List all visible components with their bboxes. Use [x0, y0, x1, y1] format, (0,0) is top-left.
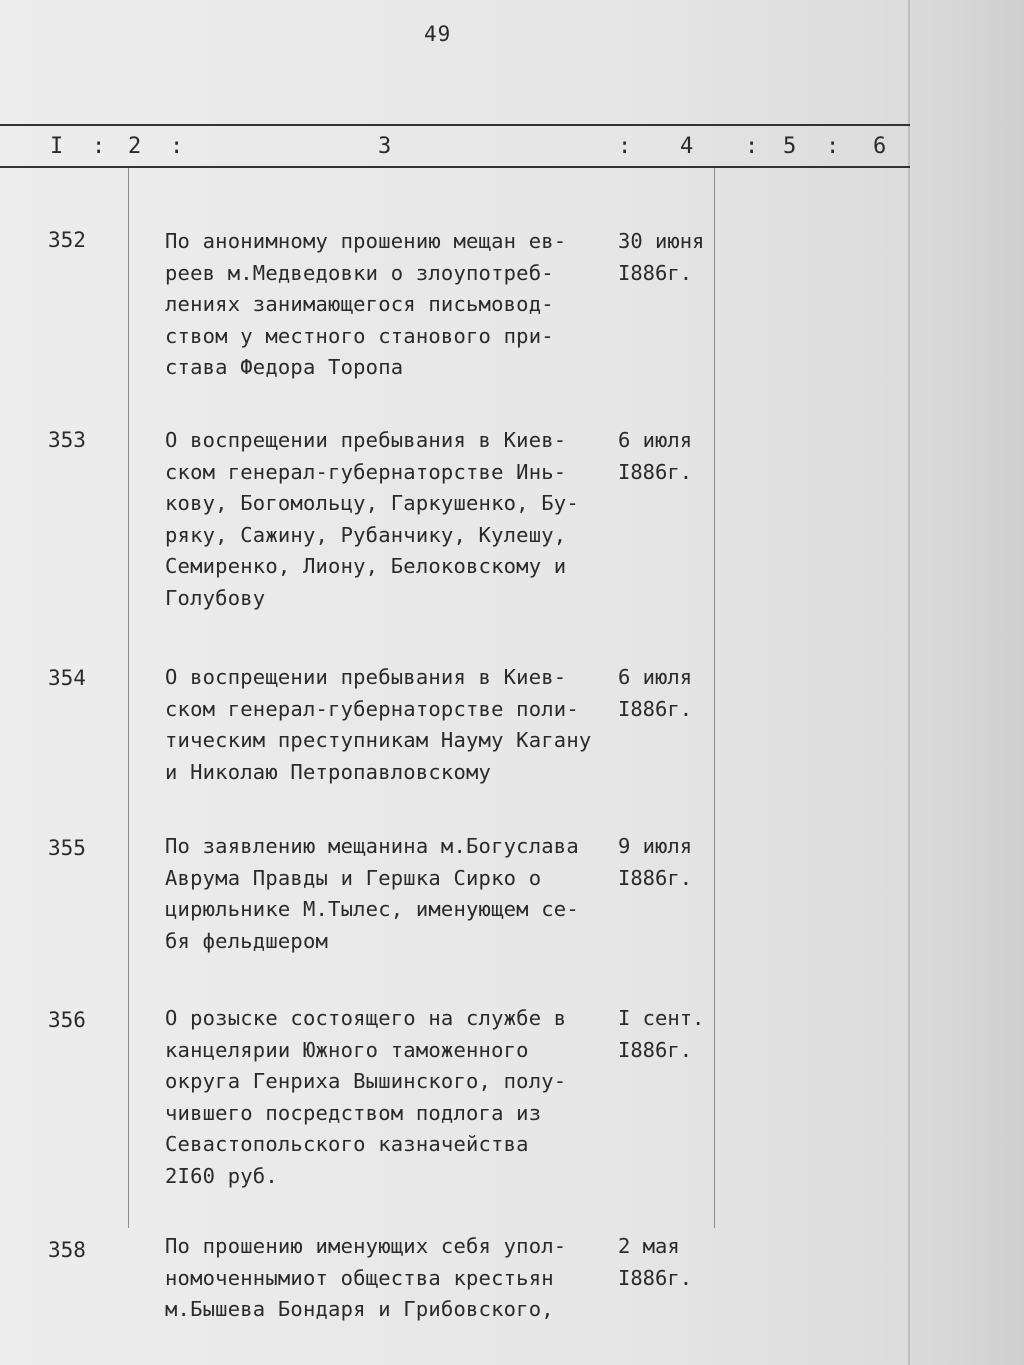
column-separator: : — [170, 134, 184, 159]
date-line: I886г. — [618, 459, 693, 484]
description-line: бя фельдшером — [165, 928, 329, 953]
record-description — [165, 662, 615, 788]
description-line: става Федора Торопа — [165, 355, 404, 380]
column-header-3: 3 — [378, 134, 392, 159]
column-header-6: 6 — [873, 134, 887, 159]
description-line: м.Бышева Бондаря и Грибовского, — [165, 1297, 554, 1322]
description-line: О воспрещении пребывания в Киев- — [165, 428, 567, 452]
description-line: Семиренко, Лиону, Белоковскому и — [165, 554, 567, 579]
column-header-2: 2 — [128, 134, 142, 159]
description-line: канцелярии Южного таможенного — [165, 1037, 529, 1062]
date-line: 2 мая — [618, 1234, 680, 1258]
record-description — [165, 425, 615, 615]
date-line: I886г. — [618, 1265, 693, 1290]
record-number: 352 — [48, 228, 86, 252]
date-line: I886г. — [618, 865, 693, 890]
record-number: 356 — [48, 1008, 86, 1032]
record-description — [165, 1231, 615, 1326]
record-number: 355 — [48, 836, 86, 860]
description-line: Севастопольского казначейства — [165, 1132, 529, 1157]
record-number: 353 — [48, 428, 86, 452]
date-line: 30 июня — [618, 229, 705, 253]
description-line: По заявлению мещанина м.Богуслава — [165, 834, 579, 858]
description-line: ством у местного станового при- — [165, 323, 554, 348]
description-line: чившего посредством подлога из — [165, 1100, 542, 1125]
description-line: По анонимному прошению мещан ев- — [165, 229, 567, 253]
description-line: цирюльнике М.Тылес, именующем се- — [165, 897, 579, 922]
description-line: По прошению именующих себя упол- — [165, 1234, 567, 1258]
description-line: ряку, Сажину, Рубанчику, Кулешу, — [165, 522, 567, 547]
date-line: I сент. — [618, 1006, 705, 1030]
description-line: Аврума Правды и Гершка Сирко о — [165, 865, 542, 890]
column-separator: : — [826, 134, 840, 159]
date-line: 6 июля — [618, 428, 693, 452]
record-number: 354 — [48, 666, 86, 690]
record-date — [618, 831, 728, 894]
column-separator: : — [92, 134, 106, 159]
column-divider — [128, 168, 129, 1228]
header-bottom-rule — [0, 166, 910, 168]
description-line: ском генерал-губернаторстве Инь- — [165, 459, 567, 484]
column-separator: : — [745, 134, 759, 159]
date-line: I886г. — [618, 696, 693, 721]
description-line: кову, Богомольцу, Гаркушенко, Бу- — [165, 491, 579, 516]
description-line: лениях занимающегося письмовод- — [165, 292, 554, 317]
description-line: Голубову — [165, 585, 266, 610]
header-top-rule — [0, 124, 910, 126]
description-line: округа Генриха Вышинского, полу- — [165, 1069, 567, 1094]
date-line: 6 июля — [618, 665, 693, 689]
column-header-1: I — [50, 134, 64, 159]
date-line: 9 июля — [618, 834, 693, 858]
record-date — [618, 1003, 728, 1066]
record-date — [618, 1231, 728, 1294]
description-line: О воспрещении пребывания в Киев- — [165, 665, 567, 689]
page-number: 49 — [424, 22, 452, 46]
column-header-row — [0, 128, 900, 164]
description-line: тическим преступникам Науму Кагану — [165, 728, 592, 753]
record-description — [165, 1003, 615, 1193]
record-date — [618, 662, 728, 725]
description-line: и Николаю Петропавловскому — [165, 759, 492, 784]
column-separator: : — [618, 134, 632, 159]
date-line: I886г. — [618, 1037, 693, 1062]
date-line: I886г. — [618, 260, 693, 285]
column-header-4: 4 — [680, 134, 694, 159]
record-date — [618, 226, 728, 289]
description-line: реев м.Медведовки о злоупотреб- — [165, 260, 554, 285]
column-header-5: 5 — [783, 134, 797, 159]
description-line: ском генерал-губернаторстве поли- — [165, 696, 579, 721]
description-line: номоченнымиот общества крестьян — [165, 1265, 554, 1290]
page-edge — [908, 0, 910, 1365]
record-description — [165, 226, 615, 384]
description-line: 2I60 руб. — [165, 1163, 278, 1188]
record-number: 358 — [48, 1238, 86, 1262]
description-line: О розыске состоящего на службе в — [165, 1006, 567, 1030]
record-date — [618, 425, 728, 488]
record-description — [165, 831, 615, 957]
